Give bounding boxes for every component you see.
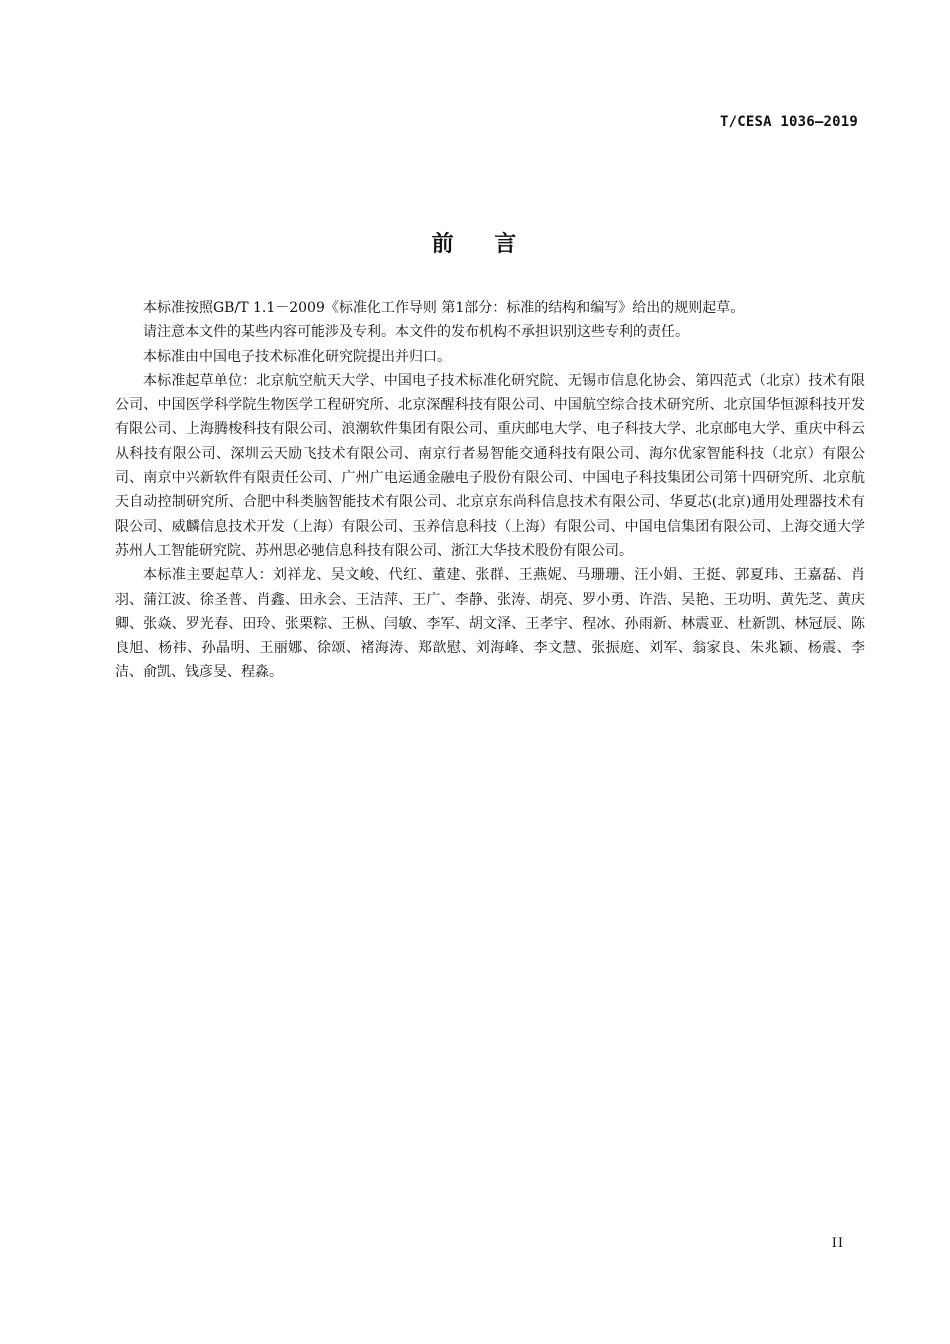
paragraph-drafting-units: 本标准起草单位：北京航空航天大学、中国电子技术标准化研究院、无锡市信息化协会、第四范式（北京）技术有限公司、中国医学科学院生物医学工程研究所、北京深醒科技有限公司、中国航空综合技术研究所、北京国华恒源科技开发有限公司、上海腾梭科技有限公司、浪潮软件集团有限公司、重庆邮电大学、电子科技大学、北京邮电大学、重庆中科云从科技有限公司、深圳云天励飞技术有限公司、南京行者易智能交通科技有限公司、海尔优家智能科技（北京）有限公司、南京中兴新软件有限责任公司、广州广电运通金融电子股份有限公司、中国电子科技集团公司第十四研究所、北京航天自动控制研究所、合肥中科类脑智能技术有限公司、北京京东尚科信息技术有限公司、华夏芯(北京)通用处理器技术有限公司、威麟信息技术开发（上海）有限公司、玉养信息科技（上海）有限公司、中国电信集团有限公司、上海交通大学苏州人工智能研究院、苏州思必驰信息科技有限公司、浙江大华技术股份有限公司。 [115,372,865,559]
preface-body [115,296,865,685]
page-title: 前 言 [431,231,519,257]
paragraph-proposer: 本标准由中国电子技术标准化研究院提出并归口。 [143,348,451,365]
paragraph-drafting-rules: 本标准按照GB/T 1.1－2009《标准化工作导则 第1部分：标准的结构和编写》给出的规则起草。 [143,300,745,316]
document-code: T/CESA 1036—2019 [719,114,858,130]
paragraph-drafters: 本标准主要起草人：刘祥龙、吴文峻、代红、董建、张群、王燕妮、马珊珊、汪小娟、王挺、郭夏玮、王嘉磊、肖羽、蒲江波、徐圣普、肖鑫、田永会、王洁萍、王广、李静、张涛、胡亮、罗小勇、许浩、吴艳、王功明、黄先芝、黄庆卿、张焱、罗光春、田玲、张栗粽、王枞、闫敏、李军、胡文泽、王孝宇、程冰、孙雨新、林震亚、杜新凯、林冠辰、陈良旭、杨祎、孙晶明、王丽娜、徐颂、褚海涛、郑歆慰、刘海峰、李文慧、张振庭、刘军、翁家良、朱兆颖、杨震、李洁、俞凯、钱彦旻、程淼。 [115,567,865,681]
paragraph-patent-notice: 请注意本文件的某些内容可能涉及专利。本文件的发布机构不承担识别这些专利的责任。 [143,324,689,341]
page-number: II [831,1236,844,1251]
